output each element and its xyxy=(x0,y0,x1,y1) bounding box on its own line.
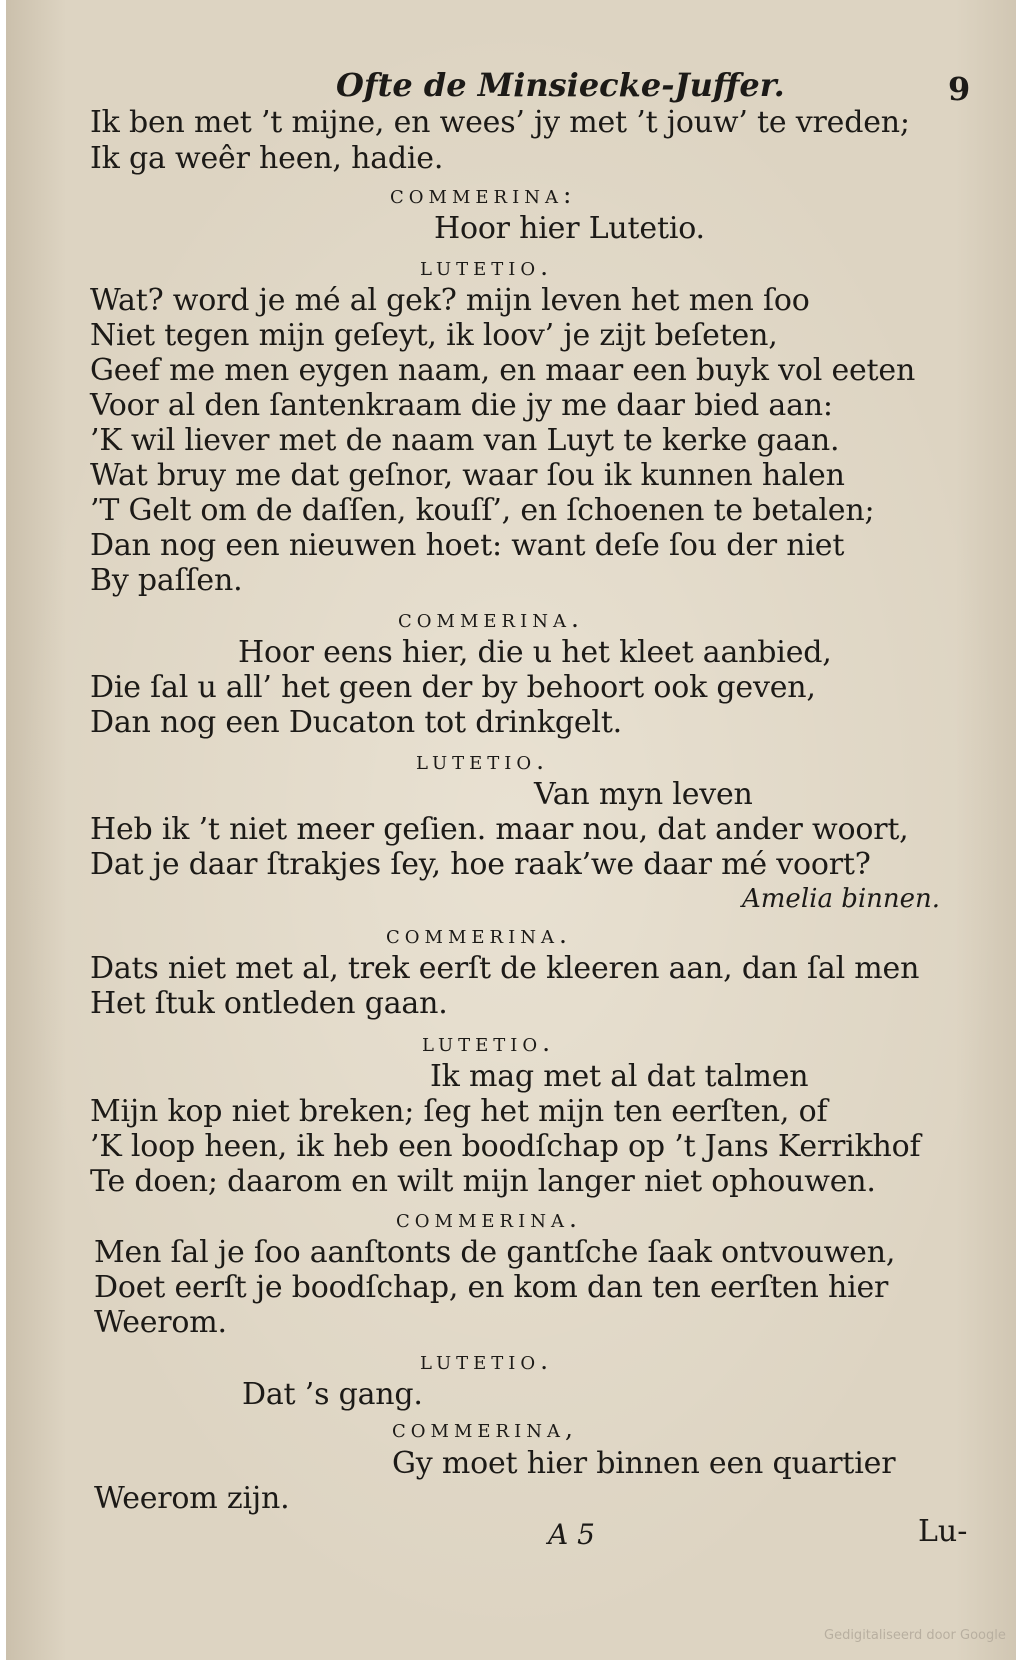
verse-line: Men ſal je ſoo aanſtonts de gantſche ſaak ontvouwen, xyxy=(94,1235,896,1270)
verse-line: ’K wil liever met de naam van Luyt te kerke gaan. xyxy=(90,423,840,458)
verse-line: Doet eerſt je boodſchap, en kom dan ten eerſten hier xyxy=(94,1270,889,1305)
page-number: 9 xyxy=(948,70,971,108)
speaker-name: lutetio. xyxy=(420,252,554,281)
verse-line: Dan nog een Ducaton tot drinkgelt. xyxy=(90,705,623,740)
verse-line: Weerom zijn. xyxy=(94,1481,290,1516)
verse-line: Mijn kop niet breken; ſeg het mijn ten eerſten, of xyxy=(90,1094,828,1129)
speaker-name: commerina. xyxy=(398,604,584,633)
speaker-name: commerina: xyxy=(390,180,577,209)
verse-line: Geef me men eygen naam, en maar een buyk vol eeten xyxy=(90,353,916,388)
running-title: Ofte de Minsieckе-Juffer. xyxy=(336,66,785,104)
verse-line: Dat je daar ſtrakjes ſey, hoe raak’we daar mé voort? xyxy=(90,847,871,882)
book-page xyxy=(6,0,1016,1660)
verse-line: Voor al den ſantenkraam die jy me daar bied aan: xyxy=(90,388,833,423)
speaker-name: commerina. xyxy=(396,1204,582,1233)
verse-line: Weerom. xyxy=(94,1305,227,1340)
verse-line: By paſſen. xyxy=(90,563,243,598)
verse-line: Ik ga weêr heen, hadie. xyxy=(90,141,444,176)
signature-mark: A 5 xyxy=(548,1518,595,1551)
speaker-name: commerina. xyxy=(386,920,572,949)
digitization-watermark: Gedigitaliseerd door Google xyxy=(824,1628,1006,1643)
speaker-name: lutetio. xyxy=(416,746,550,775)
verse-line: Wat? word je mé al gek? mijn leven het men ſoo xyxy=(90,283,810,318)
verse-line: Dats niet met al, trek eerſt de kleeren aan, dan ſal men xyxy=(90,951,920,986)
verse-line: Van myn leven xyxy=(534,777,753,812)
verse-line: Heb ik ’t niet meer geſien. maar nou, dat ander woort, xyxy=(90,812,909,847)
verse-line: ’K loop heen, ik heb een boodſchap op ’t Jans Kerrikhof xyxy=(90,1129,921,1164)
speaker-name: lutetio. xyxy=(420,1346,554,1375)
verse-line: Ik mag met al dat talmen xyxy=(430,1059,809,1094)
verse-line: Wat bruy me dat geſnor, waar ſou ik kunnen halen xyxy=(90,458,845,493)
stage-direction: Amelia binnen. xyxy=(742,884,941,914)
verse-line: Die ſal u all’ het geen der by behoort ook geven, xyxy=(90,670,816,705)
catchword: Lu- xyxy=(918,1514,968,1549)
verse-line: ’T Gelt om de daſſen, kouſſ’, en ſchoenen te betalen; xyxy=(90,493,875,528)
verse-line: Dat ’s gang. xyxy=(242,1377,423,1412)
verse-line: Gy moet hier binnen een quartier xyxy=(392,1446,896,1481)
verse-line: Dan nog een nieuwen hoet: want deſe ſou der niet xyxy=(90,528,845,563)
verse-line: Ik ben met ’t mijne, en wees’ jy met ’t jouw’ te vreden; xyxy=(90,105,910,140)
verse-line: Te doen; daarom en wilt mijn langer niet ophouwen. xyxy=(90,1164,876,1199)
speaker-name: commerina, xyxy=(392,1414,578,1443)
speaker-name: lutetio. xyxy=(422,1028,556,1057)
verse-line: Het ſtuk ontleden gaan. xyxy=(90,986,448,1021)
verse-line: Niet tegen mijn geſeyt, ik loov’ je zijt beſeten, xyxy=(90,318,778,353)
verse-line: Hoor eens hier, die u het kleet aanbied, xyxy=(238,635,832,670)
verse-line: Hoor hier Lutetio. xyxy=(434,211,705,246)
